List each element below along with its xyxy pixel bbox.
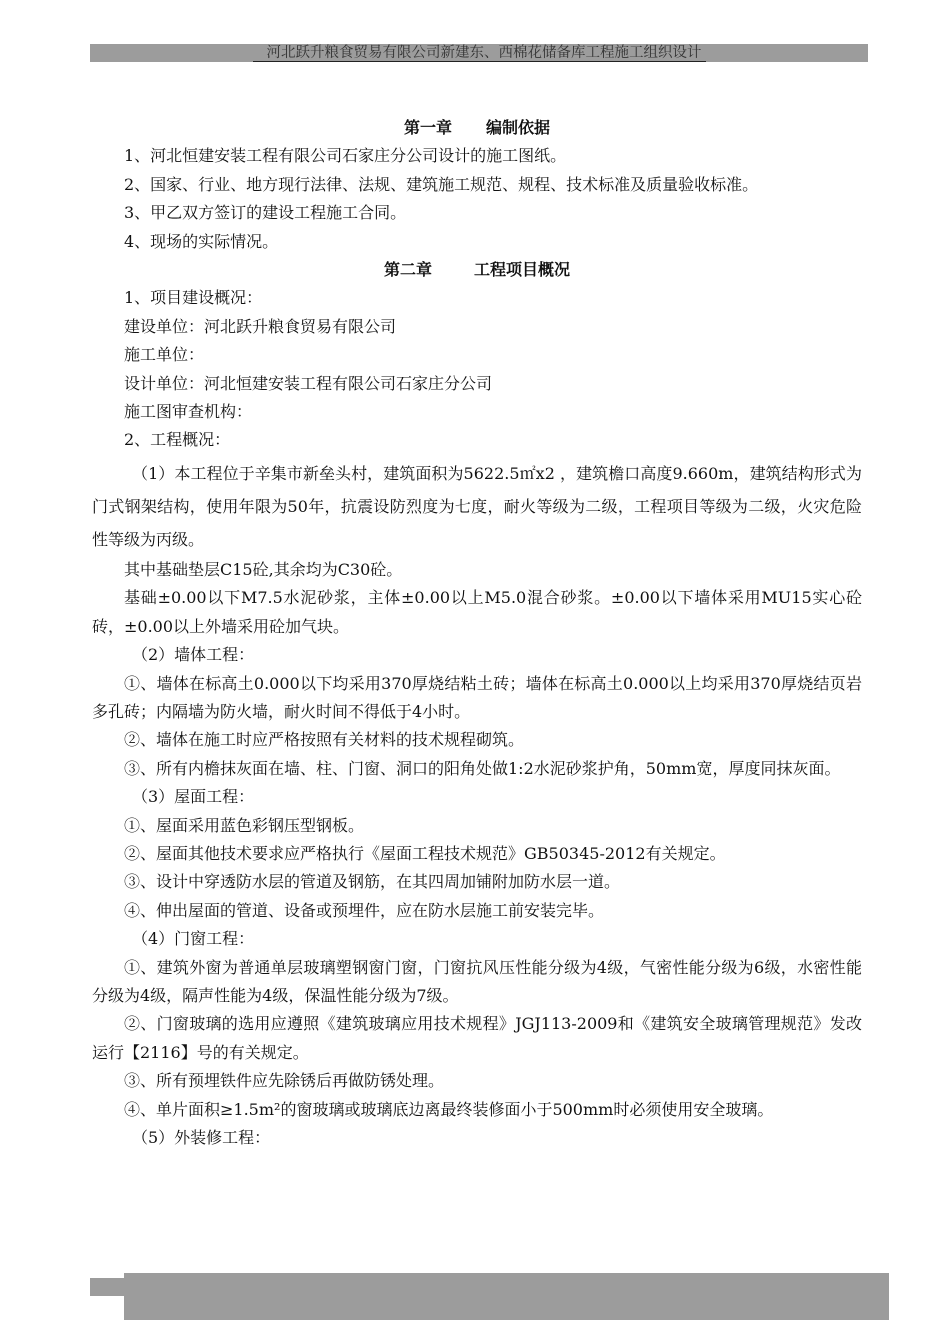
- paragraph: 2、国家、行业、地方现行法律、法规、建筑施工规范、规程、技术标准及质量验收标准。: [124, 174, 759, 194]
- paragraph: ④、伸出屋面的管道、设备或预埋件，应在防水层施工前安装完毕。: [124, 900, 605, 920]
- header-title: [90, 44, 868, 62]
- footer-bar: [124, 1273, 889, 1320]
- paragraph: ①、建筑外窗为普通单层玻璃塑钢窗门窗，门窗抗风压性能分级为4级，气密性能分级为6级，水密性能分级为4级，隔声性能为4级，保温性能分级为7级。: [92, 957, 862, 1005]
- paragraph: ②、墙体在施工时应严格按照有关材料的技术规程砌筑。: [124, 730, 525, 750]
- paragraph: ②、门窗玻璃的选用应遵照《建筑玻璃应用技术规程》JGJ113-2009和《建筑安全玻璃管理规范》发改运行【2116】号的有关规定。: [92, 1014, 862, 1062]
- chapter-1-heading: 第一章 编制依据: [403, 118, 551, 137]
- paragraph: ①、墙体在标高土0.000以下均采用370厚烧结粘土砖；墙体在标高土0.000以上均采用370厚烧结页岩多孔砖；内隔墙为防火墙，耐火时间不得低于4小时。: [92, 673, 862, 721]
- header-title-text: 河北跃升粮食贸易有限公司新建东、西棉花储备库工程施工组织设计: [253, 45, 706, 62]
- paragraph: 3、甲乙双方签订的建设工程施工合同。: [124, 203, 407, 223]
- paragraph: ①、屋面采用蓝色彩钢压型钢板。: [124, 815, 365, 835]
- section-heading: （3）屋面工程：: [132, 787, 255, 807]
- paragraph: 1、项目建设概况：: [124, 288, 263, 308]
- paragraph: 基础±0.00以下M7.5水泥砂浆，主体±0.00以上M5.0混合砂浆。±0.00以下墙体采用MU15实心砼砖，±0.00以上外墙采用砼加气块。: [92, 588, 862, 636]
- paragraph: ③、所有预埋铁件应先除锈后再做防锈处理。: [124, 1071, 445, 1091]
- paragraph: 施工图审查机构：: [124, 402, 253, 422]
- paragraph: 建设单位：河北跃升粮食贸易有限公司: [124, 316, 397, 336]
- paragraph: 其中基础垫层C15砼,其余均为C30砼。: [124, 559, 403, 579]
- paragraph: ③、所有内檐抹灰面在墙、柱、门窗、洞口的阳角处做1:2水泥砂浆护角，50mm宽，厚度同抹灰面。: [124, 758, 841, 778]
- section-heading: （5）外装修工程：: [132, 1128, 271, 1147]
- paragraph: 设计单位：河北恒建安装工程有限公司石家庄分公司: [124, 373, 493, 393]
- paragraph: （1）本工程位于辛集市新垒头村，建筑面积为5622.5㎡x2 ，建筑檐口高度9.660m，建筑结构形式为门式钢架结构，使用年限为50年，抗震设防烈度为七度，耐火等级为二级，工程项目等级为二级，火灾危险性等级为丙级。: [92, 463, 862, 549]
- paragraph: ④、单片面积≥1.5m²的窗玻璃或玻璃底边离最终装修面小于500mm时必须使用安全玻璃。: [124, 1099, 774, 1119]
- footer-bar-left: [90, 1278, 124, 1296]
- chapter-2-heading: 第二章 工程项目概况: [383, 260, 571, 280]
- section-heading: （2）墙体工程：: [132, 645, 255, 665]
- paragraph: ③、设计中穿透防水层的管道及钢筋，在其四周加铺附加防水层一道。: [124, 872, 621, 892]
- document-body: [92, 114, 862, 1152]
- paragraph: 施工单位：: [124, 345, 205, 365]
- paragraph: 2、工程概况：: [124, 430, 231, 450]
- paragraph: 1、河北恒建安装工程有限公司石家庄分公司设计的施工图纸。: [124, 146, 567, 166]
- paragraph: ②、屋面其他技术要求应严格执行《屋面工程技术规范》GB50345-2012有关规定。: [124, 843, 726, 863]
- section-heading: （4）门窗工程：: [132, 929, 255, 949]
- paragraph: 4、现场的实际情况。: [124, 231, 279, 251]
